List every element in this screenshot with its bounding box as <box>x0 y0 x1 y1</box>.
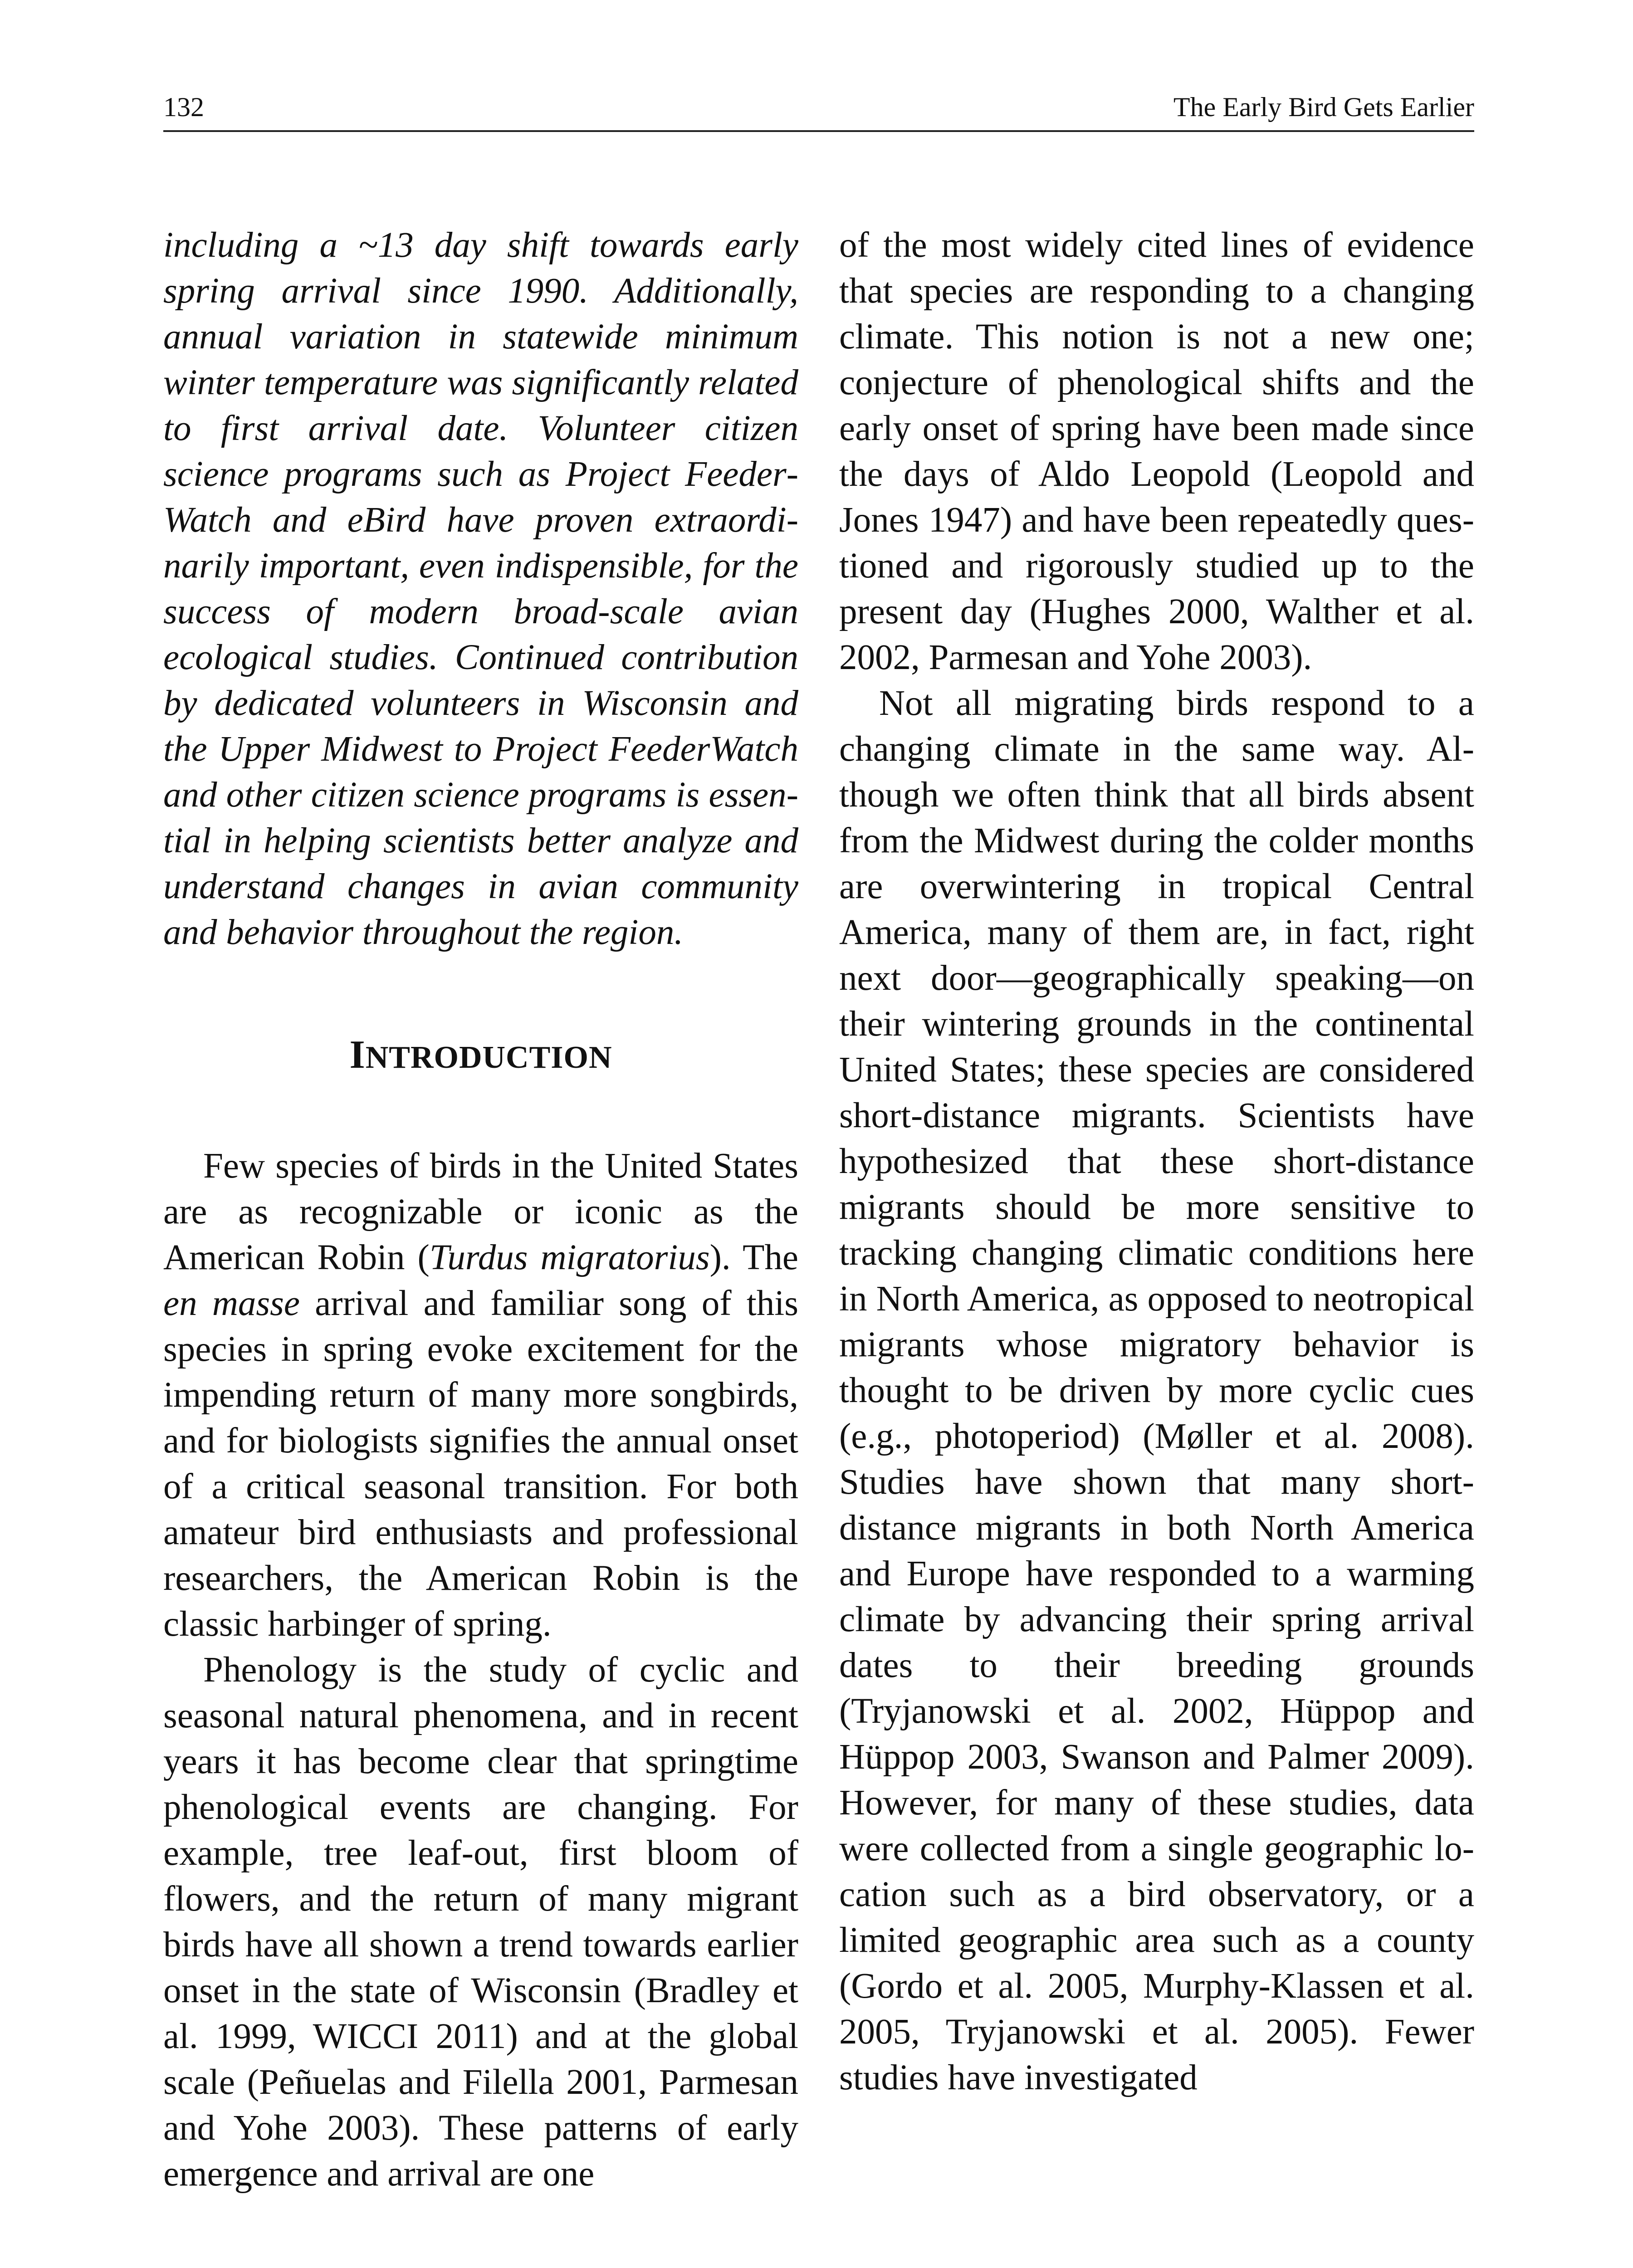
abstract-tail-paragraph: including a ~13 day shift towards early spring arrival since 1990. Additionally, annual variation in statewide minimum winter temperature was significantly related to first arrival date. Volunteer citizen science programs such as Project FeederWatch and eBird have proven extraordinarily important, even indispensible, for the success of modern broad-scale avian ecological studies. Continued contribution by dedicated volunteers in Wisconsin and the Upper Midwest to Project FeederWatch and other citizen science programs is essential in helping scientists better analyze and understand changes in avian community and behavior throughout the region. <box>163 225 798 952</box>
header-rule <box>163 130 1474 132</box>
en-masse-term: en masse <box>163 1284 300 1323</box>
intro-paragraph-2-continued: of the most widely cited lines of evidence that species are responding to a changing climate. This notion is not a new one; conjecture of phenological shifts and the early onset of spring have been made since the days of Aldo Leopold (Leopold and Jones 1947) and have been repeatedly questioned and rigorously studied up to the present day (Hughes 2000, Walther et al. 2002, Parmesan and Yohe 2003). <box>839 225 1474 677</box>
intro-paragraph-1 <box>163 1143 798 1647</box>
left-column <box>163 222 798 2197</box>
intro-p1-text-b: ). The <box>709 1238 798 1277</box>
section-heading-introduction <box>163 1032 798 1080</box>
intro-p1-text-c: arrival and familiar song of this species in spring evoke excitement for the impending return of many more songbirds, and for biologists signifies the annual onset of a critical seasonal transition. For both amateur bird enthusiasts and professional researchers, the American Robin is the classic harbinger of spring. <box>163 1284 798 1644</box>
intro-paragraph-3: Not all migrating birds respond to a changing climate in the same way. Although we often think that all birds absent from the Midwest during the colder months are overwintering in tropical Central America, many of them are, in fact, right next door—geographically speaking—on their wintering grounds in the continental United States; these species are considered short-distance migrants. Scientists have hypothesized that these short-distance migrants should be more sensitive to tracking changing climatic conditions here in North America, as opposed to neotropical migrants whose migratory behavior is thought to be driven by more cyclic cues (e.g., photoperiod) (Møller et al. 2008). Studies have shown that many short-distance migrants in both North America and Europe have responded to a warming climate by advancing their spring arrival dates to their breeding grounds (Tryjanowski et al. 2002, Hüppop and Hüppop 2003, Swanson and Palmer 2009). However, for many of these studies, data were collected from a single geographic location such as a bird observatory, or a limited geographic area such as a county (Gordo et al. 2005, Murphy-Klassen et al. 2005, Tryjanowski et al. 2005). Fewer studies have investigated <box>839 684 1474 2097</box>
intro-paragraph-2: Phenology is the study of cyclic and seasonal natural phenomena, and in recent years it has become clear that springtime phenological events are changing. For example, tree leaf-out, first bloom of flowers, and the return of many migrant birds have all shown a trend towards earlier onset in the state of Wisconsin (Bradley et al. 1999, WICCI 2011) and at the global scale (Peñuelas and Filella 2001, Parmesan and Yohe 2003). These patterns of early emergence and arrival are one <box>163 1650 798 2194</box>
right-column <box>839 222 1474 2101</box>
running-title: The Early Bird Gets Earlier <box>1173 92 1474 122</box>
species-name: Turdus migratorius <box>429 1238 710 1277</box>
section-heading-rest: NTRODUCTION <box>365 1040 612 1075</box>
running-head <box>163 89 1474 125</box>
intro-p1-text-a: Few species of birds in the United States are as recognizable or iconic as the American Robin ( <box>163 1146 798 1277</box>
page-number: 132 <box>163 92 204 122</box>
section-heading-initial: I <box>349 1033 366 1077</box>
